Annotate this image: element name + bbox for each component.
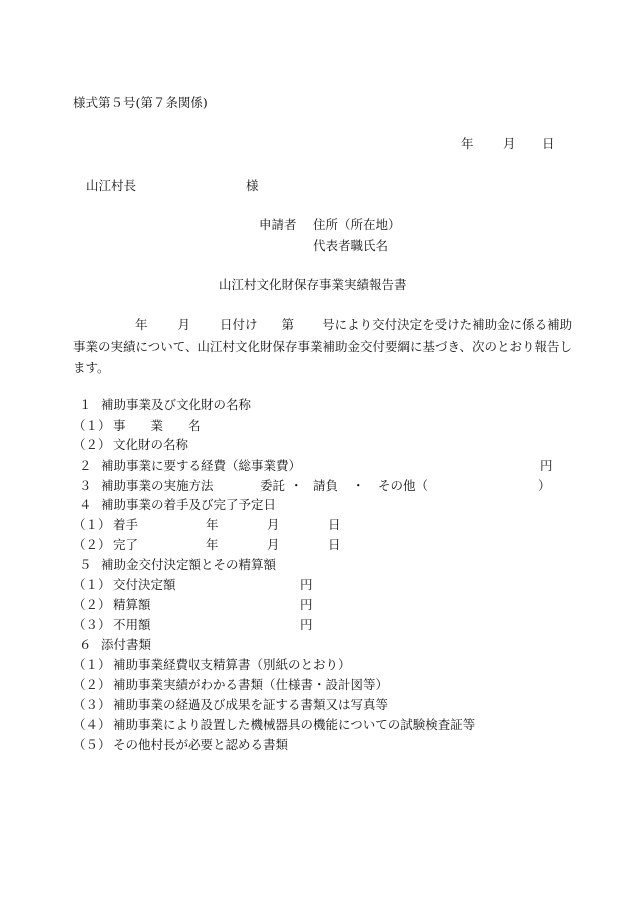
date-year: 年 bbox=[461, 136, 474, 151]
section-4-2-num: （２） bbox=[73, 537, 111, 552]
method-option-contract: 請負 bbox=[313, 478, 339, 493]
intro-text: 号により交付決定を受けた補助金に係る補助事業の実績について、山江村文化財保存事業補助金交付要綱に基づき、次のとおり報告します。 bbox=[73, 317, 573, 375]
addressee-honorific: 様 bbox=[246, 178, 259, 193]
intro-paragraph bbox=[73, 314, 573, 379]
section-5-2-unit: 円 bbox=[300, 597, 313, 612]
intro-day-dated: 日付け bbox=[220, 317, 258, 332]
intro-month: 月 bbox=[177, 317, 191, 332]
section-6-2-num: （２） bbox=[73, 677, 111, 692]
section-2-num: ２ bbox=[79, 458, 92, 473]
section-5-label: 補助金交付決定額とその精算額 bbox=[101, 557, 277, 572]
section-4-1-year: 年 bbox=[206, 517, 219, 532]
method-option-other-close: ） bbox=[538, 478, 551, 493]
applicant-representative: 代表者職氏名 bbox=[313, 238, 389, 253]
date-day: 日 bbox=[542, 136, 555, 151]
section-4-1-month: 月 bbox=[267, 517, 280, 532]
section-4-2-year: 年 bbox=[206, 537, 219, 552]
method-option-other: その他（ bbox=[378, 478, 429, 493]
section-1-2-num: （２） bbox=[73, 437, 111, 452]
form-label: 様式第５号(第７条関係) bbox=[73, 95, 208, 110]
section-6-5-num: （５） bbox=[73, 737, 111, 752]
intro-year: 年 bbox=[135, 317, 148, 332]
intro-number-prefix: 第 bbox=[281, 317, 295, 332]
section-5-3-label: 不用額 bbox=[113, 617, 151, 632]
section-2-label: 補助事業に要する経費（総事業費） bbox=[101, 458, 302, 473]
section-1-1-num: （１） bbox=[73, 418, 111, 433]
section-4-label: 補助事業の着手及び完了予定日 bbox=[101, 497, 277, 512]
section-5-1-unit: 円 bbox=[300, 577, 313, 592]
section-1-label: 補助事業及び文化財の名称 bbox=[101, 397, 252, 412]
section-6-4-num: （４） bbox=[73, 717, 111, 732]
section-6-2-label: 補助事業実績がわかる書類（仕様書・設計図等） bbox=[113, 677, 389, 692]
section-6-3-num: （３） bbox=[73, 697, 111, 712]
section-4-num: ４ bbox=[79, 497, 92, 512]
date-month: 月 bbox=[503, 136, 516, 151]
section-3-label: 補助事業の実施方法 bbox=[101, 478, 214, 493]
section-6-1-num: （１） bbox=[73, 657, 111, 672]
section-1-2-label: 文化財の名称 bbox=[113, 437, 189, 452]
section-6-label: 添付書類 bbox=[101, 637, 152, 652]
method-separator-1: ・ bbox=[290, 478, 303, 493]
section-1-num: １ bbox=[79, 397, 92, 412]
section-4-2-day: 日 bbox=[328, 537, 341, 552]
applicant-label: 申請者 bbox=[259, 217, 297, 232]
method-option-commission: 委託 bbox=[260, 478, 286, 493]
section-6-num: ６ bbox=[79, 637, 92, 652]
section-6-4-label: 補助事業により設置した機械器具の機能についての試験検査証等 bbox=[113, 717, 476, 732]
section-6-5-label: その他村長が必要と認める書類 bbox=[113, 737, 289, 752]
addressee-name: 山江村長 bbox=[86, 178, 137, 193]
section-5-1-num: （１） bbox=[73, 577, 111, 592]
section-6-1-label: 補助事業経費収支精算書（別紙のとおり） bbox=[113, 657, 351, 672]
section-2-unit: 円 bbox=[540, 458, 553, 473]
section-4-1-label: 着手 bbox=[113, 517, 139, 532]
section-3-num: ３ bbox=[79, 478, 92, 493]
section-5-num: ５ bbox=[79, 557, 92, 572]
section-5-3-num: （３） bbox=[73, 617, 111, 632]
section-5-2-num: （２） bbox=[73, 597, 111, 612]
section-5-3-unit: 円 bbox=[300, 617, 313, 632]
applicant-address: 住所（所在地） bbox=[313, 217, 401, 232]
section-4-1-num: （１） bbox=[73, 517, 111, 532]
section-5-1-label: 交付決定額 bbox=[113, 577, 176, 592]
document-title: 山江村文化財保存事業実績報告書 bbox=[219, 277, 407, 292]
method-separator-2: ・ bbox=[352, 478, 365, 493]
section-4-2-month: 月 bbox=[267, 537, 280, 552]
section-1-1-label: 事 業 名 bbox=[113, 418, 201, 433]
section-6-3-label: 補助事業の経過及び成果を証する書類又は写真等 bbox=[113, 697, 389, 712]
section-4-1-day: 日 bbox=[328, 517, 341, 532]
section-5-2-label: 精算額 bbox=[113, 597, 151, 612]
section-4-2-label: 完了 bbox=[113, 537, 139, 552]
